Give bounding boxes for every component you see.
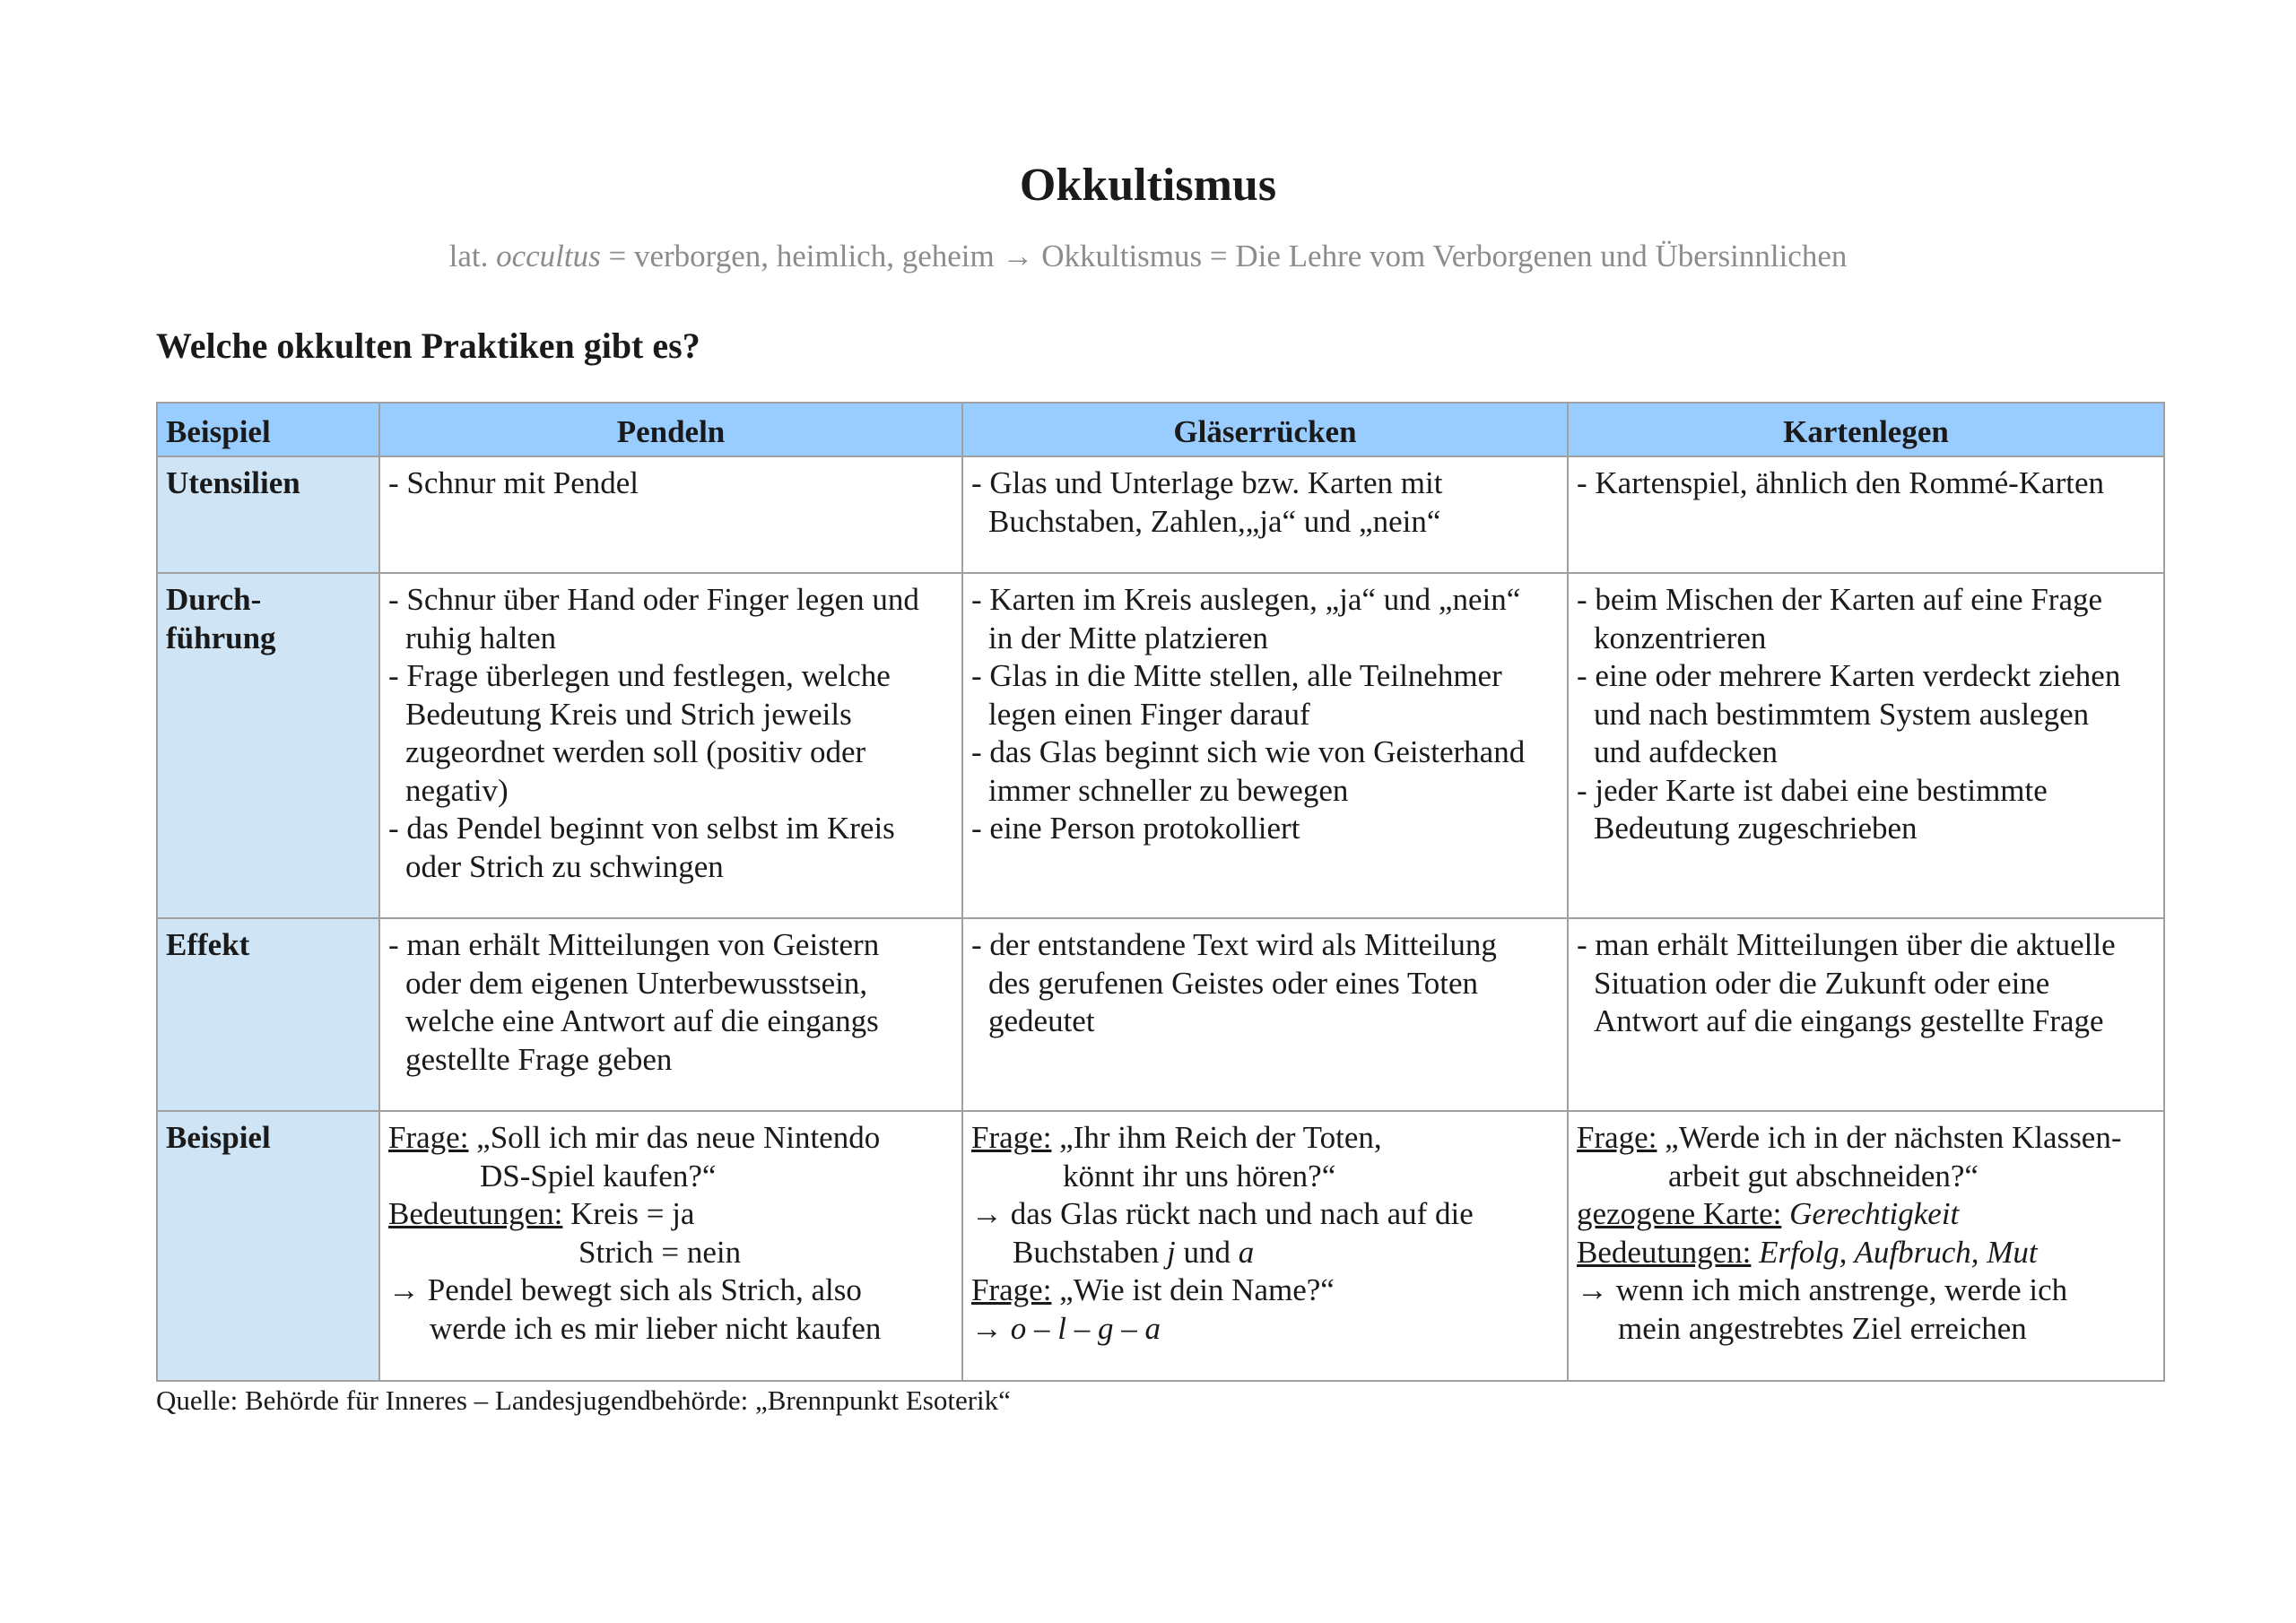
text-line: des gerufenen Geistes oder eines Toten [988, 965, 1479, 1001]
frage-label: Frage: [388, 1120, 469, 1155]
row-utensilien [157, 456, 2164, 573]
text-line: oder Strich zu schwingen [405, 848, 724, 884]
text-line: - das Pendel beginnt von selbst im Kreis [388, 811, 895, 846]
text-line: Bedeutung zugeschrieben [1594, 811, 1918, 846]
cell-effekt-kartenlegen [1568, 918, 2164, 1111]
und-text: und [1175, 1234, 1239, 1270]
text-line [1577, 1234, 2155, 1272]
text-line: → wenn ich mich anstrenge, werde ich [1577, 1272, 2068, 1307]
text-line: negativ) [405, 772, 509, 808]
text-line: - jeder Karte ist dabei eine bestimmte [1577, 772, 2048, 808]
bedeutungen-text: Kreis = ja [562, 1196, 695, 1231]
text-line: - Glas und Unterlage bzw. Karten mit [971, 465, 1443, 500]
subtitle-term: occultus [496, 239, 601, 273]
header-beispiel: Beispiel [157, 403, 379, 456]
section-heading: Welche okkulten Praktiken gibt es? [156, 325, 700, 366]
text-line: konzentrieren [1594, 620, 1767, 655]
bedeutungen-value: Erfolg, Aufbruch, Mut [1751, 1234, 2038, 1270]
row-label-effekt: Effekt [157, 918, 379, 1111]
text-line [971, 1234, 1559, 1272]
source-citation: Quelle: Behörde für Inneres – Landesjugendbehörde: „Brennpunkt Esoterik“ [156, 1384, 1011, 1416]
text-line: - Glas in die Mitte stellen, alle Teilnehmer [971, 658, 1502, 693]
row-label-beispiel: Beispiel [157, 1111, 379, 1381]
text-line: - das Glas beginnt sich wie von Geisterhand [971, 734, 1526, 769]
karte-label: gezogene Karte: [1577, 1196, 1782, 1231]
text-line: Antwort auf die eingangs gestellte Frage [1594, 1003, 2104, 1038]
frage-text: „Ihr ihm Reich der Toten, [1051, 1120, 1382, 1155]
row-label-utensilien: Utensilien [157, 456, 379, 573]
subtitle-definition: = verborgen, heimlich, geheim → Okkultismus = Die Lehre vom Verborgenen und Übersinnlichen [600, 239, 1848, 273]
text-line [1577, 1195, 2155, 1234]
text-line: und aufdecken [1594, 734, 1779, 769]
frage-label: Frage: [971, 1120, 1052, 1155]
text-line: Situation oder die Zukunft oder eine [1594, 965, 2050, 1001]
cell-durchfuehrung-pendeln [379, 573, 962, 918]
header-row [157, 403, 2164, 456]
text-line: - man erhält Mitteilungen von Geistern [388, 927, 880, 962]
text-line [388, 1119, 953, 1158]
text-line: DS-Spiel kaufen?“ [480, 1158, 717, 1193]
text-line: Bedeutung Kreis und Strich jeweils [405, 696, 852, 732]
text-line: gedeutet [988, 1003, 1095, 1038]
cell-utensilien-pendeln [379, 456, 962, 573]
row-beispiel [157, 1111, 2164, 1381]
cell-beispiel-glaeserruecken [962, 1111, 1568, 1381]
text-line: - beim Mischen der Karten auf eine Frage [1577, 582, 2103, 617]
text-line: oder dem eigenen Unterbewusstsein, [405, 965, 868, 1001]
text-line: - Schnur über Hand oder Finger legen und [388, 582, 919, 617]
header-pendeln: Pendeln [379, 403, 962, 456]
row-label-line: Durch- [166, 582, 262, 617]
subtitle [0, 235, 2296, 278]
text-line: Strich = nein [578, 1234, 742, 1270]
text-line: zugeordnet werden soll (positiv oder [405, 734, 866, 769]
answer-text: o – l – g – a [1010, 1310, 1161, 1346]
text-line: - der entstandene Text wird als Mitteilung [971, 927, 1497, 962]
practices-table [156, 402, 2165, 1382]
frage-text: „Wie ist dein Name?“ [1051, 1272, 1335, 1307]
text-line: - Kartenspiel, ähnlich den Rommé-Karten [1577, 465, 2104, 500]
cell-durchfuehrung-kartenlegen [1568, 573, 2164, 918]
subtitle-prefix: lat. [448, 239, 497, 273]
arrow-icon: → [971, 1310, 1011, 1346]
text-line: welche eine Antwort auf die eingangs [405, 1003, 879, 1038]
text-line [388, 1195, 953, 1234]
text-line: - Schnur mit Pendel [388, 465, 639, 500]
text-line: - man erhält Mitteilungen über die aktuelle [1577, 927, 2116, 962]
cell-durchfuehrung-glaeserruecken [962, 573, 1568, 918]
letter-j: j [1167, 1234, 1176, 1270]
row-label-durchfuehrung [157, 573, 379, 918]
text-line [1577, 1119, 2155, 1158]
text-line: Buchstaben, Zahlen,„ja“ und „nein“ [988, 503, 1441, 539]
text-line: → das Glas rückt nach und nach auf die [971, 1196, 1474, 1231]
bedeutungen-label: Bedeutungen: [388, 1196, 563, 1231]
frage-text: „Werde ich in der nächsten Klassen- [1657, 1120, 2122, 1155]
text-line: ruhig halten [405, 620, 557, 655]
text-line: gestellte Frage geben [405, 1041, 673, 1077]
text-line: und nach bestimmtem System auslegen [1594, 696, 2090, 732]
text-line: mein angestrebtes Ziel erreichen [1618, 1310, 2027, 1346]
row-durchfuehrung [157, 573, 2164, 918]
text-line: werde ich es mir lieber nicht kaufen [430, 1310, 882, 1346]
text-line: → Pendel bewegt sich als Strich, also [388, 1272, 862, 1307]
text-line: immer schneller zu bewegen [988, 772, 1349, 808]
cell-utensilien-glaeserruecken [962, 456, 1568, 573]
text-line: arbeit gut abschneiden?“ [1668, 1158, 1979, 1193]
text-line [971, 1271, 1559, 1310]
frage-label: Frage: [971, 1272, 1052, 1307]
text-line: in der Mitte platzieren [988, 620, 1268, 655]
cell-effekt-pendeln [379, 918, 962, 1111]
cell-effekt-glaeserruecken [962, 918, 1568, 1111]
cell-beispiel-pendeln [379, 1111, 962, 1381]
text-line: - eine oder mehrere Karten verdeckt ziehen [1577, 658, 2121, 693]
letter-a: a [1238, 1234, 1255, 1270]
frage-text: „Soll ich mir das neue Nintendo [468, 1120, 881, 1155]
row-label-line: führung [166, 620, 276, 655]
cell-utensilien-kartenlegen [1568, 456, 2164, 573]
cell-beispiel-kartenlegen [1568, 1111, 2164, 1381]
buchstaben-text: Buchstaben [1013, 1234, 1168, 1270]
text-line: könnt ihr uns hören?“ [1063, 1158, 1336, 1193]
header-glaeserruecken: Gläserrücken [962, 403, 1568, 456]
text-line: legen einen Finger darauf [988, 696, 1310, 732]
text-line: - Karten im Kreis auslegen, „ja“ und „nein“ [971, 582, 1521, 617]
text-line [971, 1119, 1559, 1158]
frage-label: Frage: [1577, 1120, 1657, 1155]
header-kartenlegen: Kartenlegen [1568, 403, 2164, 456]
page-title: Okkultismus [1019, 160, 1277, 211]
row-effekt [157, 918, 2164, 1111]
text-line [971, 1310, 1559, 1349]
text-line: - eine Person protokolliert [971, 811, 1300, 846]
karte-value: Gerechtigkeit [1781, 1196, 1960, 1231]
text-line: - Frage überlegen und festlegen, welche [388, 658, 891, 693]
bedeutungen-label: Bedeutungen: [1577, 1234, 1752, 1270]
